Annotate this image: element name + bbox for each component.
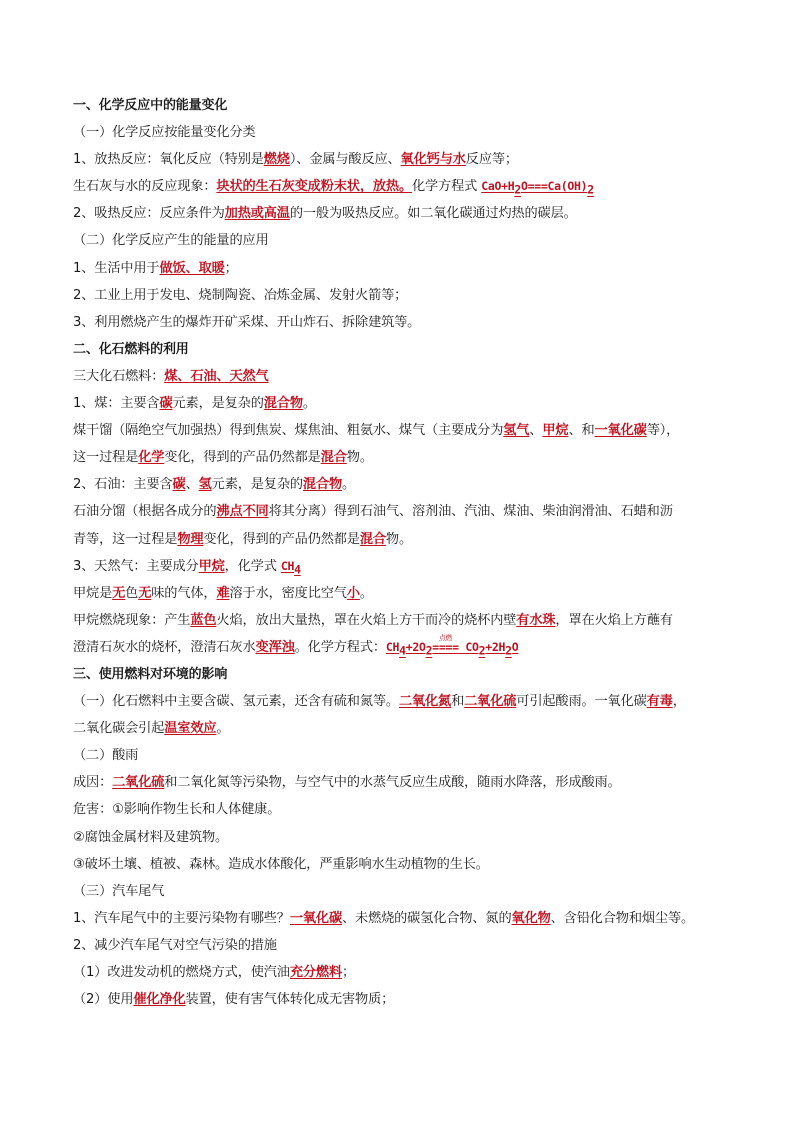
- answer-text: 碳: [159, 396, 173, 412]
- answer-text: 氧化钙与水: [400, 152, 466, 168]
- body-text: 甲烷燃烧现象：产生: [73, 612, 191, 628]
- chemical-formula: 2: [505, 643, 512, 658]
- text-line: [73, 255, 733, 282]
- answer-text: 一氧化碳: [289, 910, 342, 926]
- body-text: 成因：: [73, 775, 113, 791]
- body-text: 装置，使有害气体转化成无害物质；: [185, 992, 395, 1008]
- body-text: 三、使用燃料对环境的影响: [73, 666, 228, 682]
- answer-text: 物理: [177, 531, 204, 547]
- body-text: 2、吸热反应：反应条件为: [73, 206, 225, 222]
- body-text: （1）改进发动机的燃烧方式，使汽油: [73, 965, 290, 980]
- body-text: 味的气体，: [151, 585, 217, 601]
- body-text: 3、利用燃烧产生的爆炸开矿采煤、开山炸石、拆除建筑等。: [73, 314, 421, 330]
- text-line: [73, 526, 733, 553]
- body-text: 元素，是复杂的: [211, 477, 303, 493]
- answer-text: 混合: [320, 450, 347, 466]
- answer-text: 无: [112, 585, 126, 601]
- body-text: 危害：①影响作物生长和人体健康。: [73, 802, 281, 818]
- body-text: 化学方程式: [411, 179, 482, 195]
- answer-text: 有毒: [646, 694, 673, 710]
- text-line: [73, 173, 733, 200]
- text-line: [73, 851, 733, 878]
- answer-text: 难: [216, 585, 230, 601]
- section-heading: [73, 661, 733, 688]
- body-text: 2、工业上用于发电、烧制陶瓷、冶炼金属、发射火箭等；: [73, 287, 408, 303]
- text-line: [73, 986, 733, 1013]
- body-text: 1、放热反应：氧化反应（特别是: [73, 152, 264, 168]
- answer-text: 加热或高温: [224, 206, 290, 222]
- chemical-formula: O===Ca(OH): [520, 179, 588, 194]
- body-text: 。化学方程式：: [294, 639, 386, 655]
- answer-text: 温室效应: [164, 721, 217, 737]
- body-text: ，: [672, 694, 686, 710]
- answer-text: 充分燃料: [289, 965, 342, 980]
- answer-text: 混合: [359, 531, 386, 547]
- chemical-formula: 2: [478, 643, 486, 658]
- answer-text: 甲烷: [542, 423, 569, 439]
- answer-text: 二氧化氮: [398, 694, 452, 710]
- answer-text: 甲烷: [198, 558, 225, 574]
- text-line: [73, 417, 733, 444]
- text-line: [73, 580, 733, 607]
- body-text: （一）化学反应按能量变化分类: [73, 125, 256, 141]
- equation-condition: [432, 634, 459, 661]
- section-heading: [73, 92, 733, 119]
- body-text: 、含铅化合物和烟尘等。: [550, 910, 695, 926]
- answer-text: 氧化物: [511, 910, 551, 926]
- chemical-formula: CO: [458, 639, 479, 654]
- body-text: 。: [302, 396, 316, 412]
- body-text: 变化，得到的产品仍然都是: [203, 531, 360, 547]
- text-line: [73, 309, 733, 336]
- body-text: 2、石油：主要含: [73, 477, 173, 493]
- text-line: [73, 769, 733, 796]
- body-text: 澄清石灰水的烧杯，澄清石灰水: [73, 639, 256, 655]
- body-text: 火焰，放出大量热，罩在火焰上方干而冷的烧杯内壁: [216, 612, 517, 628]
- body-text: 甲烷是: [73, 585, 113, 601]
- text-line: [73, 146, 733, 173]
- body-text: 等），: [646, 423, 680, 439]
- answer-text: 氢: [198, 477, 212, 493]
- text-line: [73, 227, 733, 254]
- document-page: [73, 92, 733, 1013]
- text-line: [73, 959, 733, 986]
- text-line: [73, 282, 733, 309]
- body-text: 物。: [346, 450, 373, 466]
- body-text: ；: [342, 965, 356, 980]
- answer-text: 混合物: [302, 477, 343, 493]
- body-text: 、未燃烧的碳氢化合物、氮的: [342, 910, 512, 926]
- body-text: 元素，是复杂的: [172, 396, 264, 412]
- body-text: 和二氧化氮等污染物，与空气中的水蒸气反应生成酸，随雨水降落，形成酸雨。: [164, 775, 621, 791]
- body-text: ）、金属与酸反应、: [289, 152, 401, 168]
- body-text: 3、天然气：主要成分: [73, 558, 199, 574]
- body-text: 物。: [385, 531, 412, 547]
- chemical-formula: 4: [294, 562, 301, 577]
- answer-text: 有水珠: [516, 612, 556, 628]
- body-text: （一）化石燃料中主要含碳、氢元素，还含有硫和氮等。: [73, 694, 399, 710]
- text-line: [73, 634, 733, 661]
- text-line: [73, 742, 733, 769]
- text-line: [73, 932, 733, 959]
- body-text: 和: [451, 694, 465, 710]
- answer-text: 混合物: [263, 396, 303, 412]
- body-text: 、: [529, 423, 543, 439]
- text-line: [73, 688, 733, 715]
- body-text: ，罩在火焰上方蘸有: [555, 612, 673, 628]
- body-text: （三）汽车尾气: [73, 883, 165, 899]
- text-line: [73, 444, 733, 471]
- answer-text: 二氧化硫: [112, 775, 165, 791]
- body-text: 煤干馏（隔绝空气加强热）得到焦炭、煤焦油、粗氨水、煤气（主要成分为: [73, 423, 504, 439]
- text-line: [73, 607, 733, 634]
- body-text: （二）酸雨: [73, 748, 139, 764]
- text-line: [73, 363, 733, 390]
- body-text: ③破坏土壤、植被、森林。造成水体酸化，严重影响水生动植物的生长。: [73, 856, 489, 872]
- body-text: 。: [359, 585, 373, 601]
- answer-text: 蓝色: [190, 612, 217, 628]
- answer-text: 沸点不同: [216, 504, 269, 520]
- answer-text: 碳: [172, 477, 186, 493]
- body-text: 1、汽车尾气中的主要污染物有哪些？: [73, 910, 290, 926]
- text-line: [73, 498, 733, 525]
- body-text: 溶于水，密度比空气: [229, 585, 347, 601]
- body-text: 可引起酸雨。一氧化碳: [516, 694, 647, 710]
- body-text: 一、化学反应中的能量变化: [73, 98, 228, 113]
- chemical-formula: +2H: [485, 639, 506, 654]
- text-line: [73, 390, 733, 417]
- answer-text: 做饭、取暖: [159, 260, 225, 276]
- body-text: 、: [185, 477, 199, 493]
- reaction-condition: 点燃: [438, 633, 453, 642]
- chemical-formula: CaO+H: [481, 179, 515, 194]
- answer-text: 一氧化碳: [594, 423, 647, 439]
- answer-text: 氢气: [503, 423, 530, 439]
- chemical-formula: +2O: [405, 639, 426, 654]
- body-text: 。: [342, 477, 356, 493]
- text-line: [73, 796, 733, 823]
- reaction-arrow: ====: [432, 639, 459, 654]
- chemical-formula: 2: [587, 182, 594, 197]
- body-text: 1、生活中用于: [73, 260, 160, 276]
- body-text: 二、化石燃料的利用: [73, 341, 189, 357]
- body-text: 变化，得到的产品仍然都是: [164, 450, 321, 466]
- chemical-formula: 2: [425, 643, 433, 658]
- body-text: 色: [125, 585, 139, 601]
- body-text: （二）化学反应产生的能量的应用: [73, 233, 269, 249]
- text-line: [73, 715, 733, 742]
- text-line: [73, 824, 733, 851]
- answer-text: 催化净化: [133, 992, 186, 1008]
- text-line: [73, 119, 733, 146]
- body-text: 、和: [568, 423, 595, 439]
- body-text: 三大化石燃料：: [73, 368, 165, 384]
- body-text: 的一般为吸热反应。如二氧化碳通过灼热的碳层。: [289, 206, 577, 222]
- body-text: 2、减少汽车尾气对空气污染的措施: [73, 937, 277, 953]
- answer-text: 块状的生石灰变成粉末状，放热。: [216, 179, 412, 195]
- body-text: ，化学式: [224, 558, 281, 574]
- body-text: 反应等；: [465, 152, 518, 168]
- section-heading: [73, 336, 733, 363]
- answer-text: 煤、石油、天然气: [164, 368, 269, 384]
- answer-text: 变浑浊: [255, 639, 295, 655]
- body-text: 生石灰与水的反应现象：: [73, 179, 217, 195]
- answer-text: 燃烧: [263, 152, 290, 168]
- body-text: （2）使用: [73, 992, 134, 1008]
- body-text: 石油分馏（根据各成分的: [73, 504, 217, 520]
- answer-text: 二氧化硫: [464, 694, 517, 710]
- body-text: ；: [224, 260, 238, 276]
- text-line: [73, 471, 733, 498]
- chemical-formula: CH: [385, 639, 400, 654]
- chemical-formula: 2: [514, 182, 521, 197]
- body-text: 这一过程是: [73, 450, 139, 466]
- chemical-formula: CH: [280, 558, 295, 573]
- answer-text: 化学: [138, 450, 165, 466]
- body-text: 二氧化碳会引起: [73, 721, 165, 737]
- answer-text: 小: [346, 585, 360, 601]
- text-line: [73, 553, 733, 580]
- text-line: [73, 200, 733, 227]
- answer-text: 无: [138, 585, 152, 601]
- text-line: [73, 905, 733, 932]
- body-text: 。: [216, 721, 230, 737]
- body-text: 将其分离）得到石油气、溶剂油、汽油、煤油、柴油润滑油、石蜡和沥: [268, 504, 673, 520]
- body-text: 1、煤：主要含: [73, 396, 160, 412]
- chemical-formula: 4: [399, 643, 406, 658]
- chemical-formula: O: [511, 639, 519, 654]
- text-line: [73, 878, 733, 905]
- body-text: 青等，这一过程是: [73, 531, 178, 547]
- body-text: ②腐蚀金属材料及建筑物。: [73, 829, 229, 845]
